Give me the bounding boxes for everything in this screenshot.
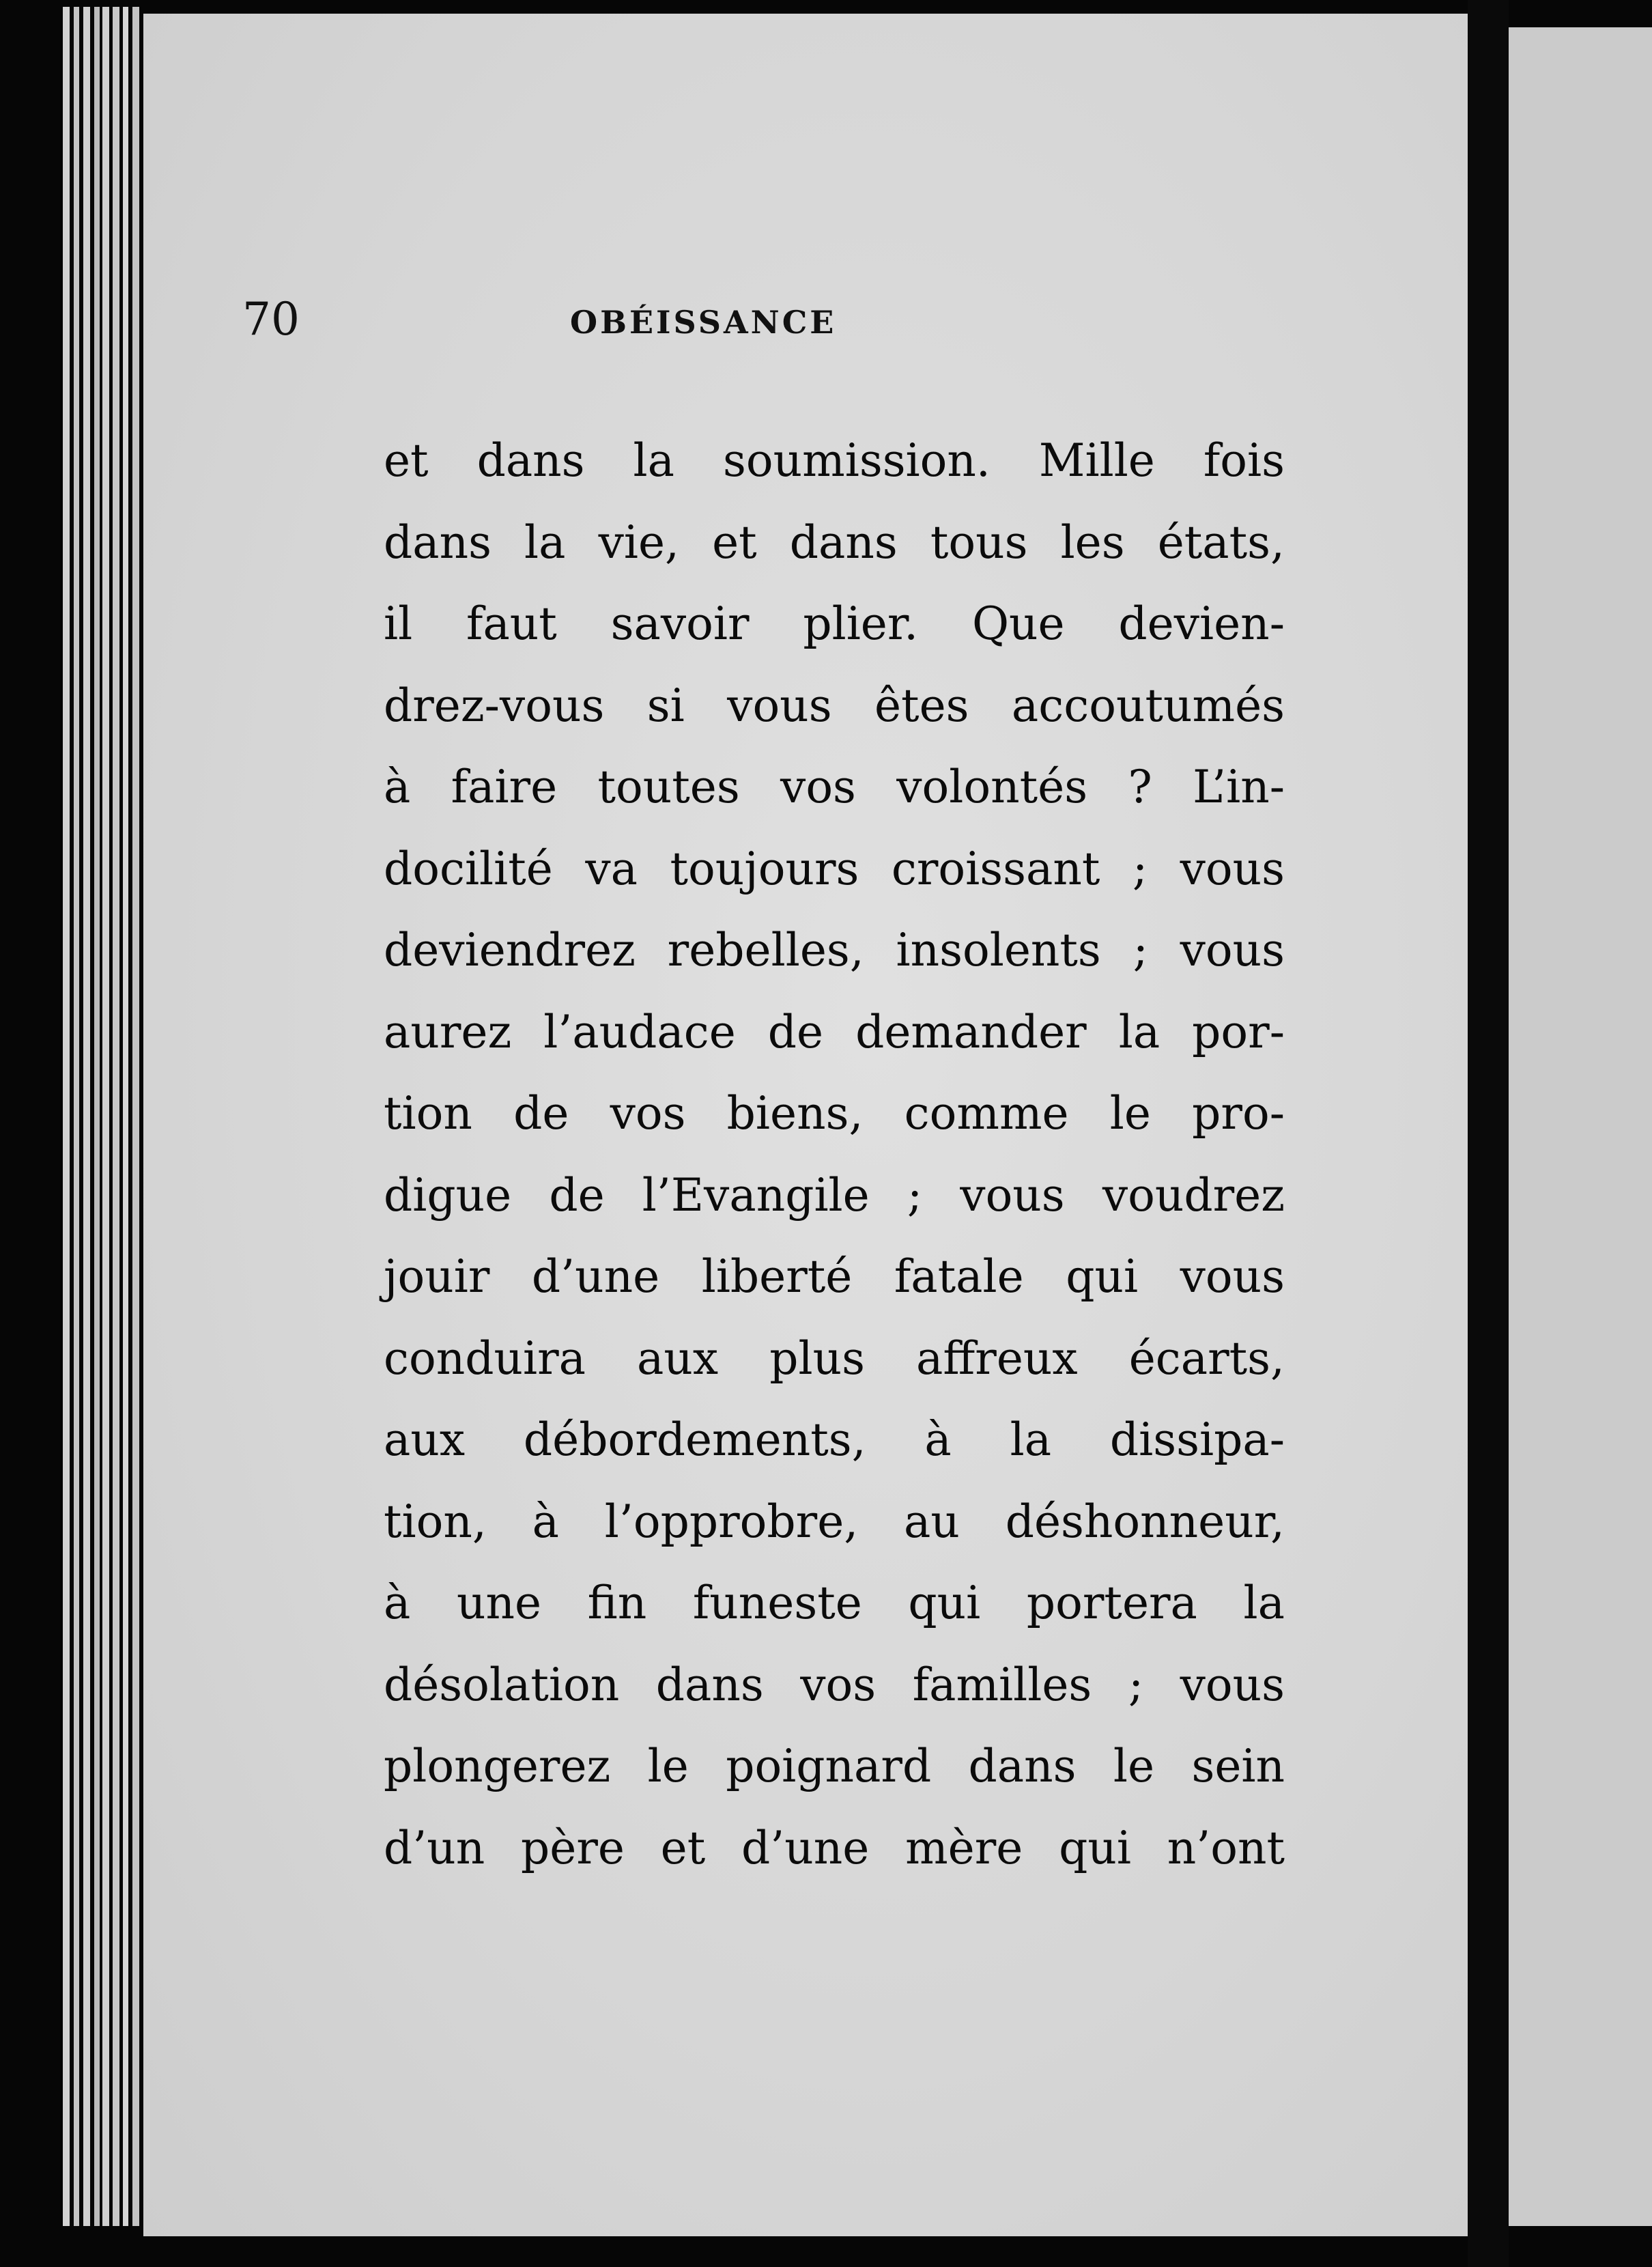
- text-line: et dans la soumission. Mille fois: [384, 434, 1285, 487]
- text-line: à faire toutes vos volontés ? L’in-: [384, 761, 1285, 813]
- text-line: tion de vos biens, comme le pro-: [384, 1087, 1285, 1140]
- page-heading: OBÉISSANCE: [570, 304, 837, 341]
- running-head: [242, 293, 1280, 372]
- text-line: conduira aux plus affreux écarts,: [384, 1332, 1285, 1385]
- text-line: aurez l’audace de demander la por-: [384, 1005, 1285, 1058]
- page-gutter: [1468, 0, 1509, 2267]
- text-line: tion, à l’opprobre, au déshonneur,: [384, 1495, 1285, 1548]
- page-edge: [123, 7, 128, 2226]
- text-line: jouir d’une liberté fatale qui vous: [384, 1250, 1285, 1303]
- page-edge: [63, 7, 70, 2226]
- text-line: docilité va toujours croissant ; vous: [384, 842, 1285, 895]
- text-line: à une fin funeste qui portera la: [384, 1577, 1285, 1629]
- text-line: dans la vie, et dans tous les états,: [384, 516, 1285, 569]
- page-edge: [74, 7, 79, 2226]
- page-number: 70: [242, 293, 300, 346]
- page-edge: [102, 7, 109, 2226]
- text-line: désolation dans vos familles ; vous: [384, 1658, 1285, 1711]
- text-line: deviendrez rebelles, insolents ; vous: [384, 924, 1285, 976]
- next-page-edge: [1509, 27, 1652, 2226]
- text-line: digue de l’Evangile ; vous voudrez: [384, 1168, 1285, 1222]
- page-edge: [94, 7, 100, 2226]
- text-line: plongerez le poignard dans le sein: [384, 1740, 1285, 1792]
- page-edge: [132, 7, 139, 2226]
- body-text: [384, 420, 1285, 1889]
- page-edge: [83, 7, 90, 2226]
- text-line: drez-vous si vous êtes accoutumés: [384, 679, 1285, 732]
- text-line: d’un père et d’une mère qui n’ont: [384, 1821, 1285, 1874]
- text-line: aux débordements, à la dissipa-: [384, 1413, 1285, 1466]
- page-edge: [113, 7, 119, 2226]
- text-line: il faut savoir plier. Que devien-: [384, 597, 1285, 650]
